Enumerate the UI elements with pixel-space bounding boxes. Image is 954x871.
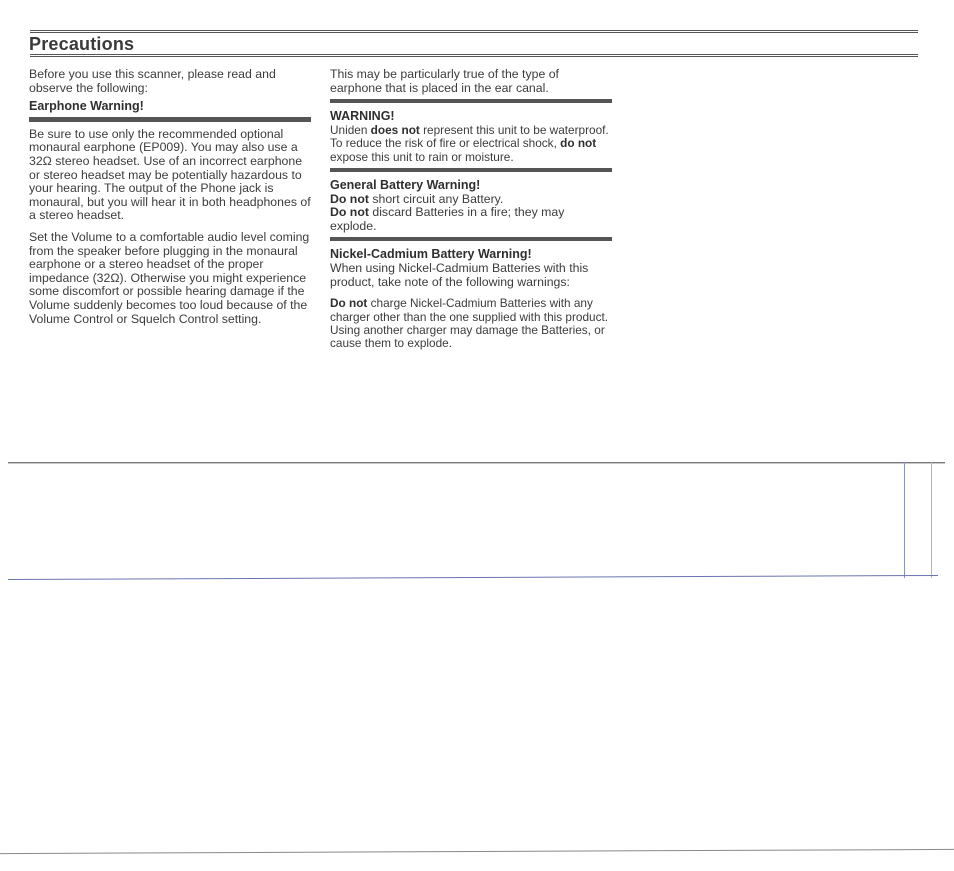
battery-line-2: Do not discard Batteries in a fire; they may explode. bbox=[330, 205, 565, 233]
continued-paragraph: This may be particularly true of the type of earphone that is placed in the ear canal. bbox=[330, 67, 559, 95]
earphone-paragraph-1: Be sure to use only the recommended optional monaural earphone (EP009). You may also use a 32Ω stereo headset. Use of an incorrect earphone or stereo headset may be potentially hazardous to your hearing. The output of the Phone jack is monaural, but you will hear it in both headphones of a stereo headset. bbox=[29, 126, 311, 223]
earphone-paragraph-2: Set the Volume to a comfortable audio level coming from the speaker before plugging in the monaural earphone or a stereo headset of the proper impedance (32Ω). Otherwise you might experience some discomfort or possible hearing damage if the Volume suddenly becomes too loud because of the Volume Control or Squelch Control setting. bbox=[29, 229, 310, 326]
nicad-paragraph: Do not charge Nickel-Cadmium Batteries with any charger other than the one supplied with this product. Using another charger may damage the Batteries, or cause them to explode. bbox=[330, 296, 609, 351]
section-title: Precautions bbox=[29, 34, 135, 54]
section-rule bbox=[330, 99, 612, 103]
intro-paragraph: Before you use this scanner, please read and observe the following: bbox=[29, 67, 276, 95]
nicad-intro: When using Nickel-Cadmium Batteries with this product, take note of the following warnings: bbox=[330, 260, 589, 289]
right-column bbox=[330, 68, 612, 351]
warning-heading: WARNING! bbox=[330, 109, 395, 124]
battery-line-1: Do not short circuit any Battery. bbox=[330, 191, 504, 206]
section-rule bbox=[330, 168, 612, 172]
scan-fold-line bbox=[8, 575, 938, 580]
earphone-warning-heading: Earphone Warning! bbox=[29, 100, 311, 122]
title-rule-bottom bbox=[30, 54, 918, 57]
left-column bbox=[29, 68, 311, 326]
nicad-heading: Nickel-Cadmium Battery Warning! bbox=[330, 247, 532, 262]
scan-edge-line bbox=[931, 462, 932, 578]
title-rule-top bbox=[30, 30, 918, 33]
warning-paragraph: Uniden does not represent this unit to be waterproof. To reduce the risk of fire or electrical shock, do not expose this unit to rain or moisture. bbox=[330, 122, 609, 164]
scan-edge-line bbox=[904, 462, 905, 578]
scan-fold-line bbox=[0, 849, 954, 854]
general-battery-heading: General Battery Warning! bbox=[330, 178, 481, 192]
section-rule bbox=[330, 237, 612, 241]
